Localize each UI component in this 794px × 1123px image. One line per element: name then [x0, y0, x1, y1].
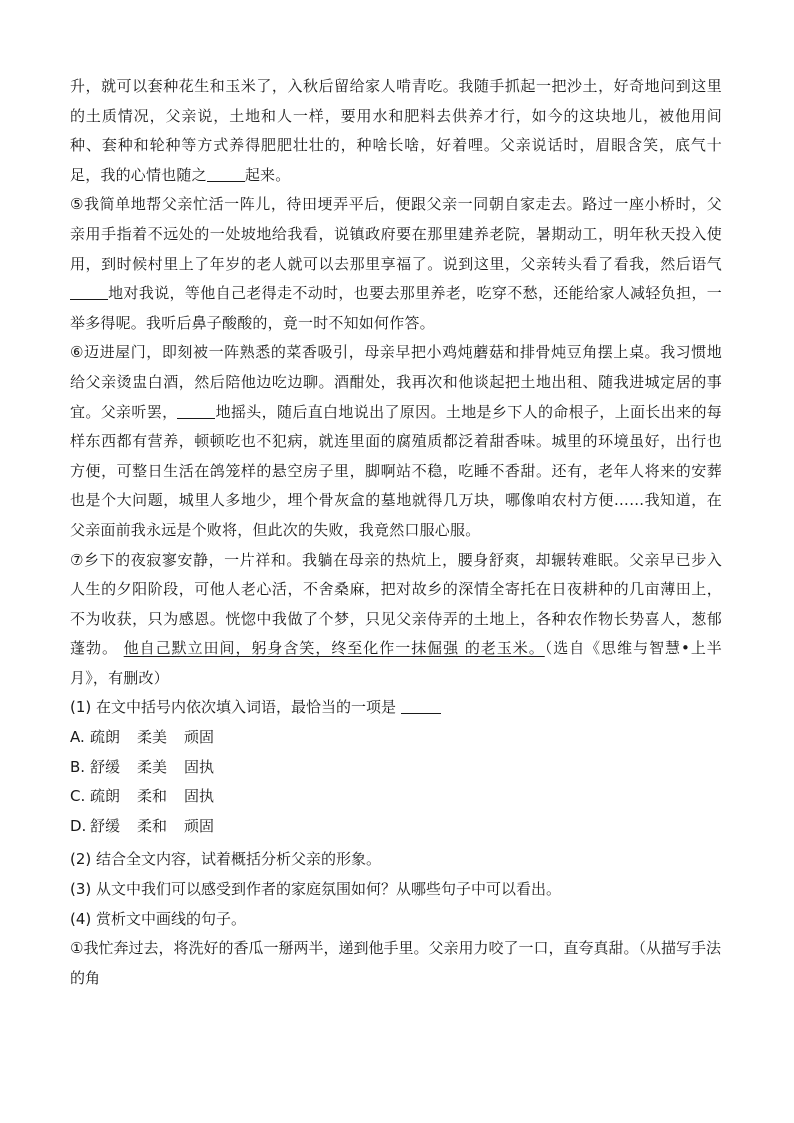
- source-note: （选自《思维与智慧•上半月》，有删改）: [70, 639, 723, 687]
- question-3: (3) 从文中我们可以感受到作者的家庭氛围如何？从哪些句子中可以看出。: [70, 880, 562, 899]
- question-4-sub-1: ①我忙奔过去，将洗好的香瓜一掰两半，递到他手里。父亲用力咬了一口，直夸真甜。（从描写手法的角: [70, 939, 721, 987]
- option-b: B. 舒缓 柔美 固执: [70, 757, 215, 776]
- question-4: (4) 赏析文中画线的句子。: [70, 909, 247, 928]
- option-d: D. 舒缓 柔和 顽固: [70, 816, 215, 835]
- option-a: A. 疏朗 柔美 顽固: [70, 728, 215, 747]
- passage-paragraph-4: [70, 72, 722, 190]
- passage-text: ⑥迈进屋门，即刻被一阵熟悉的菜香吸引，母亲早把小鸡炖蘑菇和排骨炖豆角摆上桌。我习惯地给父亲烫盅白酒，然后陪他边吃边聊。酒酣处，我再次和他谈起把土地出租、随我进城定居的事宜。父亲听罢，: [70, 343, 722, 421]
- passage-text: 地对我说，等他自己老得走不动时，也要去那里养老，吃穿不愁，还能给家人减轻负担，一举多得呢。我听后鼻子酸酸的，竟一时不知如何作答。: [70, 284, 722, 332]
- passage-paragraph-5: [70, 190, 722, 338]
- question-1: (1) 在文中括号内依次填入词语，最恰当的一项是: [70, 693, 722, 723]
- fill-blank-2: [70, 284, 108, 300]
- passage-text: ⑤我简单地帮父亲忙活一阵儿，待田埂弄平后，便跟父亲一同朝自家走去。路过一座小桥时，父亲用手指着不远处的一处坡地给我看，说镇政府要在那里建养老院，暑期动工，明年秋天投入使用，到时候村里上了年岁的老人就可以去那里享福了。说到这里，父亲转头看了看我，然后语气: [70, 195, 722, 273]
- passage-text: 升，就可以套种花生和玉米了，入秋后留给家人啃青吃。我随手抓起一把沙土，好奇地问到这里的土质情况，父亲说，土地和人一样，要用水和肥料去供养才行，如今的这块地儿，被他用间种、套种和轮种等方式养得肥肥壮壮的，种啥长啥，好着哩。父亲说话时，眉眼含笑，底气十足，我的心情也随之: [70, 77, 722, 184]
- question-2: (2) 结合全文内容，试着概括分析父亲的形象。: [70, 850, 382, 869]
- passage-text: ⑦乡下的夜寂寥安静，一片祥和。我躺在母亲的热炕上，腰身舒爽，却辗转难眠。父亲早已步入人生的夕阳阶段，可他人老心活，不舍桑麻，把对故乡的深情全寄托在日夜耕种的几亩薄田上，不为收获，只为感恩。恍惚中我做了个梦，只见父亲侍弄的土地上，各种农作物长势喜人，葱郁蓬勃。: [70, 550, 722, 658]
- passage-paragraph-6: [70, 338, 722, 545]
- answer-blank: [401, 698, 441, 714]
- passage-text: 地摇头，随后直白地说出了原因。土地是乡下人的命根子，上面长出来的每样东西都有营养，顿顿吃也不犯病，就连里面的腐殖质都泛着甜香味。城里的环境虽好，出行也方便，可整日生活在鸽笼样的悬空房子里，脚啊站不稳，吃睡不香甜。还有，老年人将来的安葬也是个大问题，城里人多地少，埋个骨灰盒的墓地就得几万块，哪像咱农村方便……我知道，在父亲面前我永远是个败将，但此次的失败，我竟然口服心服。: [70, 402, 722, 539]
- fill-blank-3: [177, 403, 215, 419]
- option-c: C. 疏朗 柔和 固执: [70, 787, 215, 806]
- underlined-sentence: 他自己默立田间，躬身含笑，终至化作一抹倔强 的老玉米。: [123, 639, 545, 658]
- passage-paragraph-7: [70, 546, 722, 694]
- fill-blank-1: [207, 166, 245, 182]
- document-page: [70, 72, 722, 993]
- passage-text: 起来。: [244, 165, 291, 184]
